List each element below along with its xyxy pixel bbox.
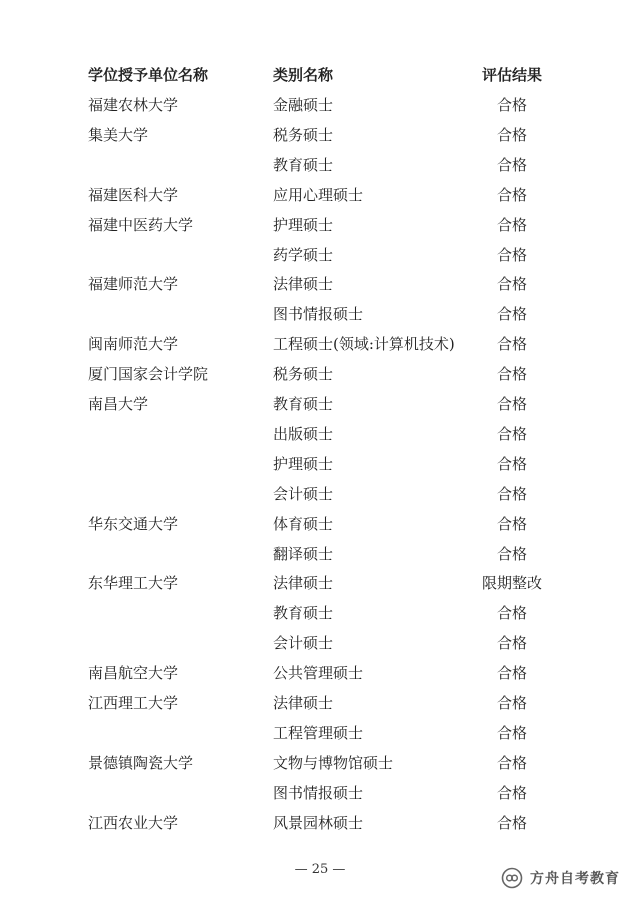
result-cell: 合格 [496, 155, 527, 174]
header-result: 评估结果 [481, 66, 542, 84]
result-cell: 合格 [496, 454, 527, 473]
result-cell: 合格 [496, 125, 527, 144]
institution-cell: 福建师范大学 [88, 275, 179, 294]
watermark [500, 864, 620, 892]
result-cell: 合格 [496, 335, 527, 354]
page-number: — 25 — [294, 862, 346, 877]
table-row [0, 628, 640, 658]
table-row [0, 479, 640, 509]
result-cell: 合格 [496, 484, 527, 503]
result-cell: 合格 [496, 514, 527, 533]
category-cell: 护理硕士 [273, 454, 334, 473]
category-cell: 法律硕士 [273, 694, 334, 712]
result-cell: 限期整改 [481, 574, 542, 593]
result-cell: 合格 [496, 215, 527, 234]
category-cell: 税务硕士 [273, 365, 334, 384]
table-row [0, 568, 640, 598]
result-cell: 合格 [496, 694, 527, 712]
category-cell: 体育硕士 [273, 514, 334, 533]
institution-cell: 闽南师范大学 [88, 335, 179, 354]
category-cell: 图书情报硕士 [273, 783, 364, 802]
result-cell: 合格 [496, 305, 527, 324]
table-row [0, 180, 640, 210]
table-row [0, 419, 640, 449]
result-cell: 合格 [496, 753, 527, 772]
institution-cell: 厦门国家会计学院 [88, 365, 209, 384]
institution-cell: 福建农林大学 [88, 96, 179, 114]
table-row [0, 718, 640, 748]
category-cell: 护理硕士 [273, 215, 334, 234]
table-row [0, 329, 640, 359]
result-cell: 合格 [496, 185, 527, 204]
result-cell: 合格 [496, 604, 527, 623]
institution-cell: 南昌大学 [88, 395, 149, 413]
institution-cell: 福建中医药大学 [88, 215, 194, 234]
institution-cell: 华东交通大学 [88, 514, 179, 533]
result-cell: 合格 [496, 544, 527, 563]
table-row [0, 598, 640, 628]
result-cell: 合格 [496, 365, 527, 384]
wechat-official-account-icon [500, 866, 524, 890]
category-cell: 应用心理硕士 [273, 185, 364, 204]
watermark-text: 方舟自考教育 [530, 871, 620, 887]
table-row [0, 269, 640, 299]
institution-cell: 江西理工大学 [88, 694, 179, 712]
category-cell: 风景园林硕士 [273, 813, 364, 832]
table-row [0, 120, 640, 150]
table-row [0, 658, 640, 688]
result-cell: 合格 [496, 424, 527, 443]
category-cell: 教育硕士 [273, 604, 334, 623]
category-cell: 文物与博物馆硕士 [273, 753, 394, 772]
result-cell: 合格 [496, 634, 527, 653]
category-cell: 图书情报硕士 [273, 305, 364, 324]
table-row [0, 299, 640, 329]
table-row [0, 808, 640, 838]
category-cell: 出版硕士 [273, 424, 334, 443]
institution-cell: 景德镇陶瓷大学 [88, 753, 194, 772]
category-cell: 会计硕士 [273, 634, 334, 653]
table-row [0, 210, 640, 240]
result-cell: 合格 [496, 664, 527, 683]
category-cell: 工程硕士(领域:计算机技术) [273, 335, 455, 354]
table-row [0, 539, 640, 569]
result-cell: 合格 [496, 245, 527, 264]
result-cell: 合格 [496, 96, 527, 114]
result-cell: 合格 [496, 723, 527, 742]
category-cell: 公共管理硕士 [273, 664, 364, 683]
table-row [0, 150, 640, 180]
table-row [0, 90, 640, 120]
category-cell: 教育硕士 [273, 155, 334, 174]
table-row [0, 359, 640, 389]
institution-cell: 江西农业大学 [88, 813, 179, 832]
category-cell: 药学硕士 [273, 245, 334, 264]
table-row [0, 509, 640, 539]
table-row [0, 449, 640, 479]
result-cell: 合格 [496, 783, 527, 802]
result-cell: 合格 [496, 813, 527, 832]
result-cell: 合格 [496, 395, 527, 413]
category-cell: 教育硕士 [273, 395, 334, 413]
table-row [0, 389, 640, 419]
table-header-row [0, 60, 640, 90]
institution-cell: 东华理工大学 [88, 574, 179, 593]
result-cell: 合格 [496, 275, 527, 294]
table-row [0, 748, 640, 778]
category-cell: 法律硕士 [273, 275, 334, 294]
category-cell: 翻译硕士 [273, 544, 334, 563]
category-cell: 工程管理硕士 [273, 723, 364, 742]
table-row [0, 240, 640, 270]
category-cell: 税务硕士 [273, 125, 334, 144]
category-cell: 法律硕士 [273, 574, 334, 593]
institution-cell: 福建医科大学 [88, 185, 179, 204]
table-row [0, 688, 640, 718]
header-institution: 学位授予单位名称 [88, 66, 209, 84]
institution-cell: 集美大学 [88, 125, 149, 144]
institution-cell: 南昌航空大学 [88, 664, 179, 683]
table-row [0, 778, 640, 808]
header-category: 类别名称 [273, 66, 334, 84]
category-cell: 会计硕士 [273, 484, 334, 503]
category-cell: 金融硕士 [273, 96, 334, 114]
